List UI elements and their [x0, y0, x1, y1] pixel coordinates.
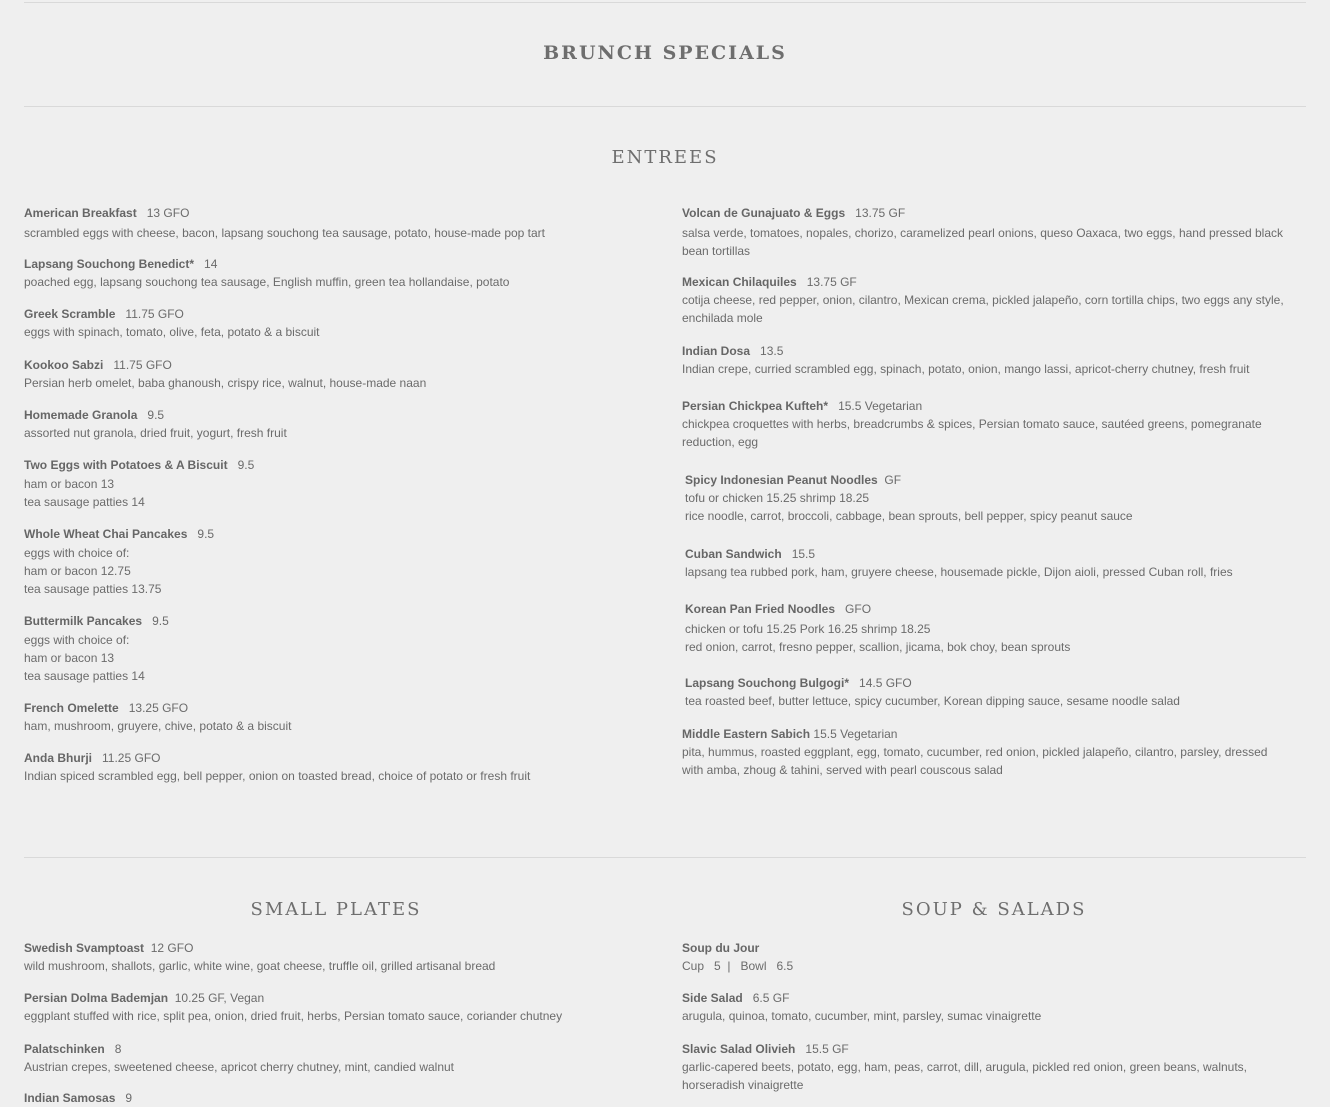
item-description: rice noodle, carrot, broccoli, cabbage, bean sprouts, bell pepper, spicy peanut sauce	[685, 509, 1133, 523]
item-price: 13.25 GFO	[128, 701, 189, 715]
item-name: Persian Dolma Bademjan	[24, 991, 169, 1005]
menu-item	[682, 397, 1306, 451]
item-name: Spicy Indonesian Peanut Noodles	[685, 473, 878, 487]
item-description: pita, hummus, roasted eggplant, egg, tomato, cucumber, red onion, pickled jalapeño, cilantro, parsley, dressed with amba, zhoug & tahini, served with pearl couscous salad	[682, 745, 1268, 777]
item-name: Indian Samosas	[24, 1091, 116, 1105]
menu-item	[682, 989, 1306, 1025]
item-price: 14.5 GFO	[859, 676, 912, 690]
item-description: poached egg, lapsang souchong tea sausage, English muffin, green tea hollandaise, potato	[24, 275, 510, 289]
menu-item	[682, 273, 1306, 327]
item-name: Kookoo Sabzi	[24, 358, 104, 372]
item-name: Buttermilk Pancakes	[24, 614, 143, 628]
item-price: 15.5 Vegetarian	[838, 399, 923, 413]
item-name: Swedish Svamptoast	[24, 941, 145, 955]
menu-item	[24, 406, 287, 442]
item-name: Lapsang Souchong Benedict*	[24, 257, 195, 271]
item-price: 9.5	[237, 458, 255, 472]
menu-item	[685, 471, 1306, 525]
item-price: 8	[114, 1042, 122, 1056]
menu-item	[24, 525, 214, 598]
menu-item	[685, 545, 1306, 581]
menu-item	[24, 1040, 454, 1076]
item-description: Austrian crepes, sweetened cheese, apricot cherry chutney, mint, candied walnut	[24, 1060, 455, 1074]
item-description: tea roasted beef, butter lettuce, spicy cucumber, Korean dipping sauce, sesame noodle salad	[685, 694, 1180, 708]
menu-item	[682, 204, 1306, 260]
item-option: tea sausage patties 13.75	[24, 582, 162, 596]
item-name: Greek Scramble	[24, 307, 116, 321]
menu-item	[24, 989, 562, 1025]
item-option: tea sausage patties 14	[24, 495, 145, 509]
item-name: Homemade Granola	[24, 408, 138, 422]
item-price: 9.5	[197, 527, 215, 541]
item-option: tea sausage patties 14	[24, 669, 145, 683]
item-name: Side Salad	[682, 991, 743, 1005]
item-price: 14	[204, 257, 218, 271]
item-description: wild mushroom, shallots, garlic, white wine, goat cheese, truffle oil, grilled artisanal bread	[24, 959, 496, 973]
item-price: 13.75 GF	[806, 275, 857, 289]
item-description: Persian herb omelet, baba ghanoush, crispy rice, walnut, house-made naan	[24, 376, 427, 390]
item-price: 11.75 GFO	[113, 358, 172, 372]
menu-item	[682, 342, 1306, 378]
item-option: ham or bacon 13	[24, 477, 115, 491]
menu-item	[24, 1089, 132, 1107]
item-option: eggs with choice of:	[24, 546, 130, 560]
menu-item	[24, 749, 530, 785]
menu-item	[685, 674, 1306, 710]
item-option: Cup 5 | Bowl 6.5	[682, 959, 794, 973]
item-price: 13 GFO	[146, 206, 190, 220]
item-price: 13.75 GF	[855, 206, 906, 220]
item-option: eggs with choice of:	[24, 633, 130, 647]
item-description: salsa verde, tomatoes, nopales, chorizo, caramelized pearl onions, queso Oaxaca, two eggs, hand pressed black bean tortillas	[682, 226, 1284, 258]
item-description: assorted nut granola, dried fruit, yogurt, fresh fruit	[24, 426, 287, 440]
item-price: 15.5	[791, 547, 816, 561]
brunch-specials-heading: BRUNCH SPECIALS	[543, 42, 787, 64]
item-description: scrambled eggs with cheese, bacon, lapsang souchong tea sausage, potato, house-made pop tart	[24, 226, 546, 240]
item-name: Palatschinken	[24, 1042, 105, 1056]
item-name: Slavic Salad Olivieh	[682, 1042, 796, 1056]
item-description: cotija cheese, red pepper, onion, cilantro, Mexican crema, pickled jalapeño, corn tortilla chips, two eggs any style, enchilada mole	[682, 293, 1284, 325]
item-name: French Omelette	[24, 701, 119, 715]
item-price: GFO	[845, 602, 872, 616]
menu-item	[24, 456, 254, 511]
item-option: tofu or chicken 15.25 shrimp 18.25	[685, 491, 870, 505]
menu-item	[682, 939, 1306, 975]
menu-item	[24, 204, 545, 242]
item-price: 9	[125, 1091, 133, 1105]
item-name: Two Eggs with Potatoes & A Biscuit	[24, 458, 228, 472]
menu-item	[24, 255, 509, 291]
item-price: 10.25 GF, Vegan	[174, 991, 265, 1005]
menu-item	[682, 1040, 1306, 1094]
menu-item	[685, 600, 1306, 656]
brunch-divider	[24, 106, 1306, 107]
item-price: 13.5	[760, 344, 784, 358]
item-name: Anda Bhurji	[24, 751, 92, 765]
menu-item	[24, 356, 426, 392]
menu-item	[682, 725, 1282, 779]
item-option: ham or bacon 13	[24, 651, 115, 665]
item-price: 11.75 GFO	[125, 307, 184, 321]
item-name: Middle Eastern Sabich	[682, 727, 811, 741]
item-name: Mexican Chilaquiles	[682, 275, 797, 289]
entrees-divider	[24, 857, 1306, 858]
item-description: Indian spiced scrambled egg, bell pepper, onion on toasted bread, choice of potato or fresh fruit	[24, 769, 531, 783]
item-price: 15.5 GF	[805, 1042, 849, 1056]
item-description: lapsang tea rubbed pork, ham, gruyere cheese, housemade pickle, Dijon aioli, pressed Cuban roll, fries	[685, 565, 1233, 579]
item-description: garlic-capered beets, potato, egg, ham, peas, carrot, dill, arugula, pickled red onion, green beans, walnuts, horseradish vinaigrette	[682, 1060, 1248, 1092]
item-name: Indian Dosa	[682, 344, 751, 358]
menu-item	[24, 305, 320, 341]
menu-item	[24, 939, 495, 975]
item-description: chickpea croquettes with herbs, breadcrumbs & spices, Persian tomato sauce, sautéed greens, pomegranate reduction, egg	[682, 417, 1262, 449]
item-name: Whole Wheat Chai Pancakes	[24, 527, 188, 541]
item-price: 6.5 GF	[752, 991, 790, 1005]
item-description: red onion, carrot, fresno pepper, scallion, jicama, bok choy, bean sprouts	[685, 640, 1071, 654]
item-name: Lapsang Souchong Bulgogi*	[685, 676, 849, 690]
soup-salads-heading: SOUP & SALADS	[901, 899, 1087, 920]
item-price: 15.5 Vegetarian	[813, 727, 898, 741]
item-description: Indian crepe, curried scrambled egg, spinach, potato, onion, mango lassi, apricot-cherry chutney, fresh fruit	[682, 362, 1250, 376]
item-description: eggs with spinach, tomato, olive, feta, potato & a biscuit	[24, 325, 320, 339]
item-name: Cuban Sandwich	[685, 547, 782, 561]
small-plates-heading: SMALL PLATES	[250, 899, 422, 920]
item-name: American Breakfast	[24, 206, 137, 220]
item-price: GF	[884, 473, 902, 487]
item-option: ham or bacon 12.75	[24, 564, 131, 578]
item-description: ham, mushroom, gruyere, chive, potato & a biscuit	[24, 719, 292, 733]
item-name: Persian Chickpea Kufteh*	[682, 399, 829, 413]
menu-item	[24, 699, 291, 735]
item-option: chicken or tofu 15.25 Pork 16.25 shrimp 18.25	[685, 622, 931, 636]
item-price: 11.25 GFO	[102, 751, 161, 765]
item-name: Volcan de Gunajuato & Eggs	[682, 206, 846, 220]
entrees-heading: ENTREES	[611, 147, 719, 168]
menu-item	[24, 612, 169, 685]
item-description: eggplant stuffed with rice, split pea, onion, dried fruit, herbs, Persian tomato sauce, coriander chutney	[24, 1009, 563, 1023]
item-price: 9.5	[152, 614, 169, 628]
item-description: arugula, quinoa, tomato, cucumber, mint, parsley, sumac vinaigrette	[682, 1009, 1042, 1023]
item-name: Soup du Jour	[682, 941, 760, 955]
top-divider	[24, 2, 1306, 3]
item-name: Korean Pan Fried Noodles	[685, 602, 836, 616]
item-price: 12 GFO	[150, 941, 194, 955]
item-price: 9.5	[147, 408, 165, 422]
